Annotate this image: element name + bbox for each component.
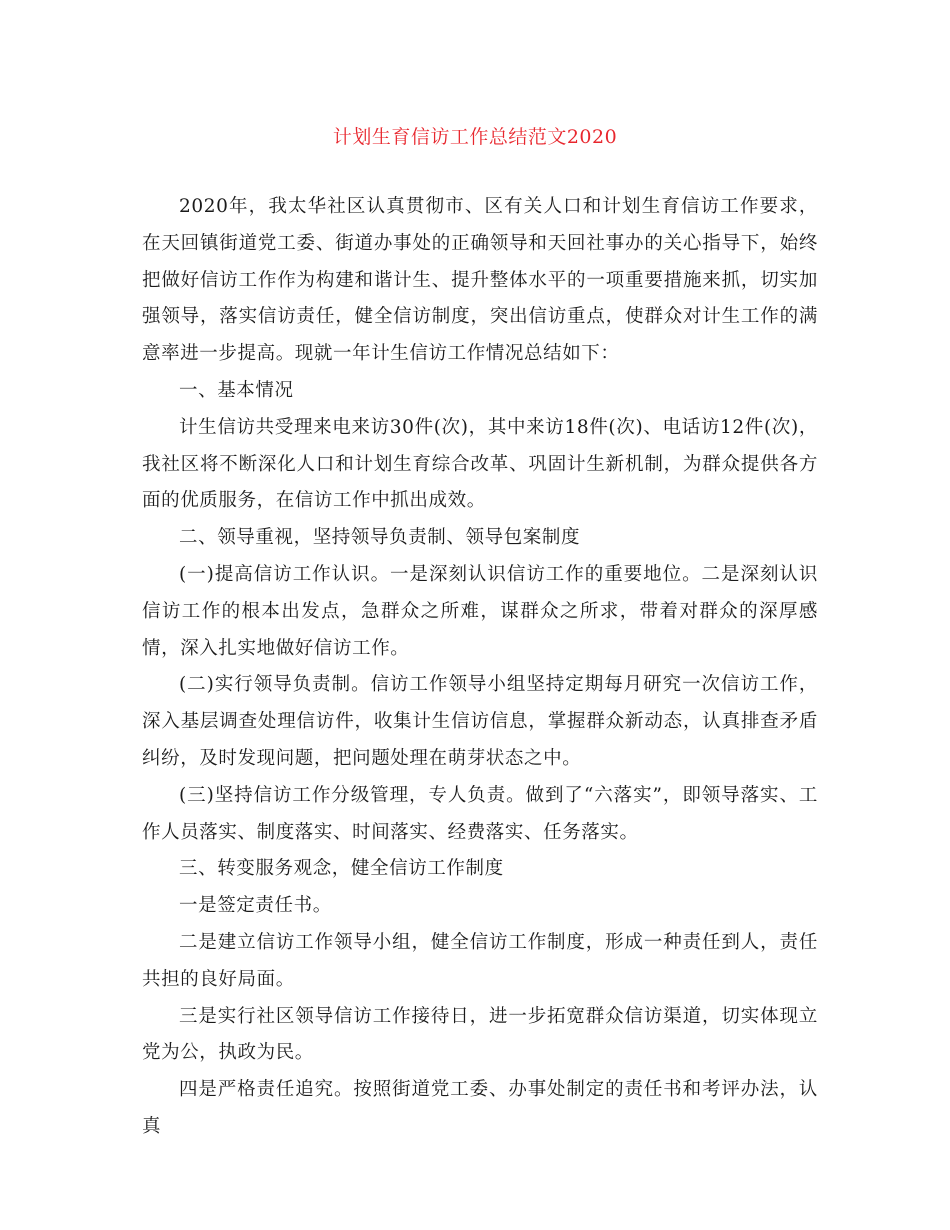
- document-title: 计划生育信访工作总结范文2020: [332, 126, 618, 148]
- section-heading-basic-situation: 一、基本情况: [179, 379, 294, 401]
- paragraph-service-1: 一是签定责任书。: [179, 895, 332, 917]
- paragraph-leadership-1: (一)提高信访工作认识。一是深刻认识信访工作的重要地位。二是深刻认识信访工作的根本出发点，急群众之所难，谋群众之所求，带着对群众的深厚感情，深入扎实地做好信访工作。: [142, 563, 818, 659]
- paragraph-service-3: 三是实行社区领导信访工作接待日，进一步拓宽群众信访渠道，切实体现立党为公，执政为民。: [142, 1005, 818, 1064]
- paragraph-basic-situation: 计生信访共受理来电来访30件(次)，其中来访18件(次)、电话访12件(次)，我社区将不断深化人口和计划生育综合改革、巩固计生新机制，为群众提供各方面的优质服务，在信访工作中抓出成效。: [142, 416, 818, 512]
- document-body: [142, 189, 818, 1146]
- section-heading-service: 三、转变服务观念，健全信访工作制度: [179, 858, 504, 880]
- section-heading-leadership: 二、领导重视，坚持领导负责制、领导包案制度: [179, 527, 581, 549]
- paragraph-leadership-2: (二)实行领导负责制。信访工作领导小组坚持定期每月研究一次信访工作，深入基层调查处理信访件，收集计生信访信息，掌握群众新动态，认真排查矛盾纠纷，及时发现问题，把问题处理在萌芽状态之中。: [142, 674, 818, 769]
- paragraph-service-2: 二是建立信访工作领导小组，健全信访工作制度，形成一种责任到人，责任共担的良好局面。: [142, 931, 818, 990]
- paragraph-service-4: 四是严格责任追究。按照街道党工委、办事处制定的责任书和考评办法，认真: [142, 1079, 818, 1137]
- paragraph-intro: 2020年，我太华社区认真贯彻市、区有关人口和计划生育信访工作要求，在天回镇街道党工委、街道办事处的正确领导和天回社事办的关心指导下，始终把做好信访工作作为构建和谐计生、提升整体水平的一项重要措施来抓，切实加强领导，落实信访责任，健全信访制度，突出信访重点，使群众对计生工作的满意率进一步提高。现就一年计生信访工作情况总结如下：: [142, 196, 818, 365]
- paragraph-leadership-3: (三)坚持信访工作分级管理，专人负责。做到了“六落实”，即领导落实、工作人员落实、制度落实、时间落实、经费落实、任务落实。: [142, 784, 818, 843]
